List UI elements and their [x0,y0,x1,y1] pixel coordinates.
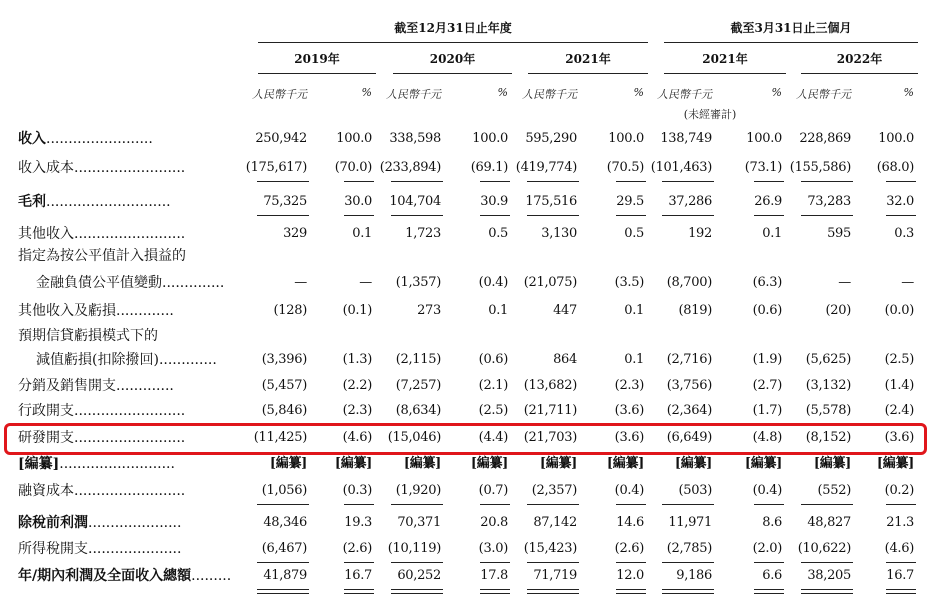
table-cell: 11,971 [668,515,712,530]
table-cell: (2,785) [666,541,712,556]
table-cell: (3.0) [478,541,508,556]
row-label [18,157,250,179]
subtotal-rule [616,215,646,216]
table-cell: 329 [283,226,307,241]
table-cell: (70.5) [606,160,644,175]
table-cell: (155,586) [789,160,851,175]
table-cell: (2.5) [884,352,914,367]
row-label-text: 預期信貸虧損模式下的 [18,328,158,344]
period-underline [528,73,648,74]
table-cell: 48,827 [807,515,851,530]
row-label [18,325,250,347]
subtotal-rule [662,504,714,505]
table-cell: (503) [678,483,712,498]
subtotal-rule [886,215,916,216]
subtotal-rule [616,181,646,182]
row-leader-dots: ............. [158,352,217,368]
row-label-text: 除稅前利潤 [18,515,88,531]
table-cell: (101,463) [650,160,712,175]
table-cell: 0.1 [352,226,372,241]
period-header: 2021年 [702,52,748,66]
table-cell: 0.1 [488,303,508,318]
table-cell: 87,142 [533,515,577,530]
table-cell: 75,325 [263,194,307,209]
row-label-text: [編纂] [18,456,60,472]
subtotal-rule [344,181,374,182]
row-leader-dots: ......... [191,568,232,584]
table-cell: [編纂] [539,456,577,471]
row-leader-dots: .......................... [59,456,175,472]
table-cell: (10,622) [797,541,851,556]
row-label [18,223,250,245]
period-underline [393,73,512,74]
table-cell: (4.6) [884,541,914,556]
table-cell: 1,723 [405,226,441,241]
table-cell: (5,457) [261,378,307,393]
table-cell: (21,711) [523,403,577,418]
table-cell: (2,364) [666,403,712,418]
table-cell: 0.5 [624,226,644,241]
table-cell: (1,920) [395,483,441,498]
table-cell: 8.6 [762,515,782,530]
subtotal-rule [480,504,510,505]
table-cell: 0.1 [762,226,782,241]
table-cell: 60,252 [397,568,441,583]
row-label [18,512,250,534]
table-cell: [編纂] [744,456,782,471]
total-double-rule [616,589,646,594]
table-cell: 19.3 [344,515,372,530]
table-cell: (2.6) [614,541,644,556]
table-cell: 100.0 [608,131,644,146]
table-cell: (3.6) [614,403,644,418]
unit-percent-label: % [633,86,644,99]
row-label-text: 所得稅開支 [18,541,88,557]
table-cell: (175,617) [245,160,307,175]
unit-amount-label: 人民幣千元 [386,88,441,101]
row-label-text: 其他收入 [18,226,74,242]
table-cell: (2.2) [342,378,372,393]
table-cell: 595 [827,226,851,241]
table-cell: 273 [417,303,441,318]
total-double-rule [257,589,309,594]
table-cell: (0.2) [884,483,914,498]
row-leader-dots: ........................ [46,131,153,147]
table-cell: (2.4) [884,403,914,418]
row-label-text: 分銷及銷售開支 [18,378,116,394]
subtotal-rule [391,562,443,563]
table-cell: 71,719 [533,568,577,583]
total-double-rule [662,589,714,594]
subtotal-rule [662,181,714,182]
table-cell: (552) [817,483,851,498]
subtotal-rule [257,504,309,505]
total-double-rule [391,589,443,594]
subtotal-rule [886,181,916,182]
subtotal-rule [616,562,646,563]
table-cell: 17.8 [480,568,508,583]
table-cell: 0.1 [624,303,644,318]
unit-percent-label: % [771,86,782,99]
total-double-rule [480,589,510,594]
table-cell: 0.5 [488,226,508,241]
table-cell: (6.3) [752,275,782,290]
period-header: 2020年 [429,52,476,66]
table-cell: (3,756) [666,378,712,393]
table-cell: (1.7) [752,403,782,418]
table-cell: (2.1) [478,378,508,393]
table-cell: (0.7) [478,483,508,498]
unit-percent-label: % [903,86,914,99]
table-cell: 16.7 [344,568,372,583]
period-header: 2021年 [565,52,611,66]
table-cell: (0.4) [478,275,508,290]
table-cell: 3,130 [541,226,577,241]
unit-amount-label: 人民幣千元 [657,88,712,101]
table-cell: (5,578) [805,403,851,418]
unit-amount-label: 人民幣千元 [522,88,577,101]
row-label [18,565,250,587]
subtotal-rule [801,562,853,563]
row-label-text: 減值虧損(扣除撥回) [36,352,159,368]
table-cell: 73,283 [807,194,851,209]
total-double-rule [527,589,579,594]
table-cell: (2.6) [342,541,372,556]
table-cell: 20.8 [480,515,508,530]
table-cell: 21.3 [886,515,914,530]
table-cell: (21,703) [523,430,577,445]
table-cell: (8,634) [395,403,441,418]
table-cell: (15,046) [387,430,441,445]
row-label [18,400,250,422]
table-cell: (0.6) [752,303,782,318]
table-cell: 14.6 [616,515,644,530]
table-cell: (20) [825,303,851,318]
table-cell: (68.0) [876,160,914,175]
row-label [18,538,250,560]
total-double-rule [886,589,916,594]
table-cell: (0.1) [342,303,372,318]
group-underline [664,42,918,43]
subtotal-rule [754,504,784,505]
row-leader-dots: ......................... [74,226,186,242]
table-cell: 37,286 [668,194,712,209]
table-cell: (1,056) [261,483,307,498]
row-label [18,191,250,213]
table-cell: — [838,275,851,290]
subtotal-rule [801,504,853,505]
subtotal-rule [662,215,714,216]
subtotal-rule [480,215,510,216]
row-leader-dots: ..................... [88,541,182,557]
period-header: 2019年 [294,52,340,66]
subtotal-rule [480,181,510,182]
table-cell: (0.4) [614,483,644,498]
table-cell: [編纂] [606,456,644,471]
table-cell: (0.0) [884,303,914,318]
table-cell: (2.7) [752,378,782,393]
subtotal-rule [391,181,443,182]
table-cell: (73.1) [744,160,782,175]
period-underline [664,73,786,74]
unit-percent-label: % [361,86,372,99]
table-cell: (5,625) [805,352,851,367]
row-leader-dots: ......................... [74,403,186,419]
table-cell: 0.1 [624,352,644,367]
table-cell: 32.0 [886,194,914,209]
table-cell: 595,290 [525,131,577,146]
table-cell: [編纂] [334,456,372,471]
subtotal-rule [801,181,853,182]
table-cell: 100.0 [472,131,508,146]
row-label-text: 年/期內利潤及全面收入總額 [18,568,192,584]
table-cell: (419,774) [515,160,577,175]
row-leader-dots: ......................... [74,430,186,446]
table-cell: (2,716) [666,352,712,367]
table-cell: 48,346 [263,515,307,530]
row-leader-dots: .............. [162,275,225,291]
table-cell: (7,257) [395,378,441,393]
subtotal-rule [886,562,916,563]
table-cell: 0.3 [894,226,914,241]
table-cell: (70.0) [334,160,372,175]
table-cell: (4.6) [342,430,372,445]
subtotal-rule [662,562,714,563]
row-label-text: 融資成本 [18,483,74,499]
row-leader-dots: ............. [116,378,174,394]
table-cell: (3,396) [261,352,307,367]
subtotal-rule [257,215,309,216]
table-cell: [編纂] [269,456,307,471]
table-cell: 38,205 [807,568,851,583]
subtotal-rule [754,181,784,182]
period-underline [801,73,918,74]
table-cell: (10,119) [387,541,441,556]
period-underline [258,73,376,74]
row-label [18,453,250,475]
table-cell: (8,700) [666,275,712,290]
table-cell: (4.4) [478,430,508,445]
table-cell: 447 [553,303,577,318]
table-cell: (2,115) [395,352,441,367]
group-underline [258,42,648,43]
table-cell: (233,894) [379,160,441,175]
subtotal-rule [391,215,443,216]
table-cell: 6.6 [762,568,782,583]
table-cell: 864 [553,352,577,367]
subtotal-rule [344,215,374,216]
table-cell: 338,598 [389,131,441,146]
table-cell: 138,749 [660,131,712,146]
total-double-rule [754,589,784,594]
unit-amount-label: 人民幣千元 [796,88,851,101]
table-cell: [編纂] [403,456,441,471]
table-cell: (3.6) [884,430,914,445]
table-cell: [編纂] [813,456,851,471]
row-label-text: 收入成本 [18,160,74,176]
subtotal-rule [527,562,579,563]
row-leader-dots: ......................... [74,160,186,176]
table-cell: (0.3) [342,483,372,498]
table-cell: 12.0 [616,568,644,583]
row-label-text: 毛利 [18,194,46,210]
subtotal-rule [801,215,853,216]
table-cell: (1.3) [342,352,372,367]
row-leader-dots: ......................... [74,483,186,499]
table-cell: [編纂] [876,456,914,471]
table-cell: (3,132) [805,378,851,393]
table-cell: (0.4) [752,483,782,498]
table-cell: 175,516 [525,194,577,209]
table-cell: (5,846) [261,403,307,418]
table-cell: (15,423) [523,541,577,556]
highlight-box [4,423,927,455]
period-header: 2022年 [836,52,883,66]
subtotal-rule [257,562,309,563]
group-title: 截至3月31日止三個月 [730,21,852,35]
table-cell: (1.9) [752,352,782,367]
row-label [18,128,250,150]
table-cell: — [901,275,914,290]
table-cell: (6,649) [666,430,712,445]
row-label [18,245,250,267]
table-cell: (13,682) [523,378,577,393]
table-cell: 100.0 [746,131,782,146]
row-label [18,300,250,322]
subtotal-rule [527,215,579,216]
table-cell: 250,942 [255,131,307,146]
table-cell: 100.0 [336,131,372,146]
subtotal-rule [344,562,374,563]
table-cell: — [359,275,372,290]
table-cell: (4.8) [752,430,782,445]
row-label-text: 金融負債公平值變動 [36,275,162,291]
table-cell: (69.1) [470,160,508,175]
table-cell: 104,704 [389,194,441,209]
table-cell: (819) [678,303,712,318]
row-label-text: 指定為按公平值計入損益的 [18,248,186,264]
table-cell: (2.5) [478,403,508,418]
row-label [18,480,250,502]
row-label [18,349,250,371]
table-cell: (1,357) [395,275,441,290]
table-cell: 228,869 [799,131,851,146]
row-label-text: 其他收入及虧損 [18,303,116,319]
unit-percent-label: % [497,86,508,99]
subtotal-rule [616,504,646,505]
table-cell: 16.7 [886,568,914,583]
table-cell: (2,357) [531,483,577,498]
table-cell: (2.3) [614,378,644,393]
subtotal-rule [886,504,916,505]
table-cell: 100.0 [878,131,914,146]
row-label [18,375,250,397]
table-cell: [編纂] [470,456,508,471]
table-cell: 30.0 [344,194,372,209]
subtotal-rule [391,504,443,505]
table-cell: 26.9 [754,194,782,209]
table-cell: 41,879 [263,568,307,583]
table-cell: (128) [273,303,307,318]
table-cell: (8,152) [805,430,851,445]
row-label [18,272,250,294]
row-leader-dots: ............. [116,303,174,319]
subtotal-rule [754,215,784,216]
row-leader-dots: ............................ [46,194,171,210]
table-cell: (21,075) [523,275,577,290]
subtotal-rule [257,181,309,182]
table-cell: (2.0) [752,541,782,556]
table-cell: (0.6) [478,352,508,367]
table-cell: (1.4) [884,378,914,393]
row-label-text: 收入 [18,131,46,147]
row-label-text: 研發開支 [18,430,74,446]
total-double-rule [344,589,374,594]
subtotal-rule [480,562,510,563]
unaudited-note: (未經審計) [683,108,737,121]
table-cell: 70,371 [397,515,441,530]
row-leader-dots: ..................... [88,515,182,531]
table-cell: (11,425) [253,430,307,445]
group-title: 截至12月31日止年度 [394,21,512,35]
unit-amount-label: 人民幣千元 [252,88,307,101]
table-cell: (3.6) [614,430,644,445]
total-double-rule [801,589,853,594]
subtotal-rule [527,504,579,505]
subtotal-rule [344,504,374,505]
table-cell: 192 [688,226,712,241]
table-cell: (6,467) [261,541,307,556]
table-cell: 30.9 [480,194,508,209]
table-cell: [編纂] [674,456,712,471]
table-cell: (3.5) [614,275,644,290]
subtotal-rule [754,562,784,563]
row-label-text: 行政開支 [18,403,74,419]
table-cell: — [294,275,307,290]
table-cell: (2.3) [342,403,372,418]
table-cell: 29.5 [616,194,644,209]
table-cell: 9,186 [676,568,712,583]
subtotal-rule [527,181,579,182]
